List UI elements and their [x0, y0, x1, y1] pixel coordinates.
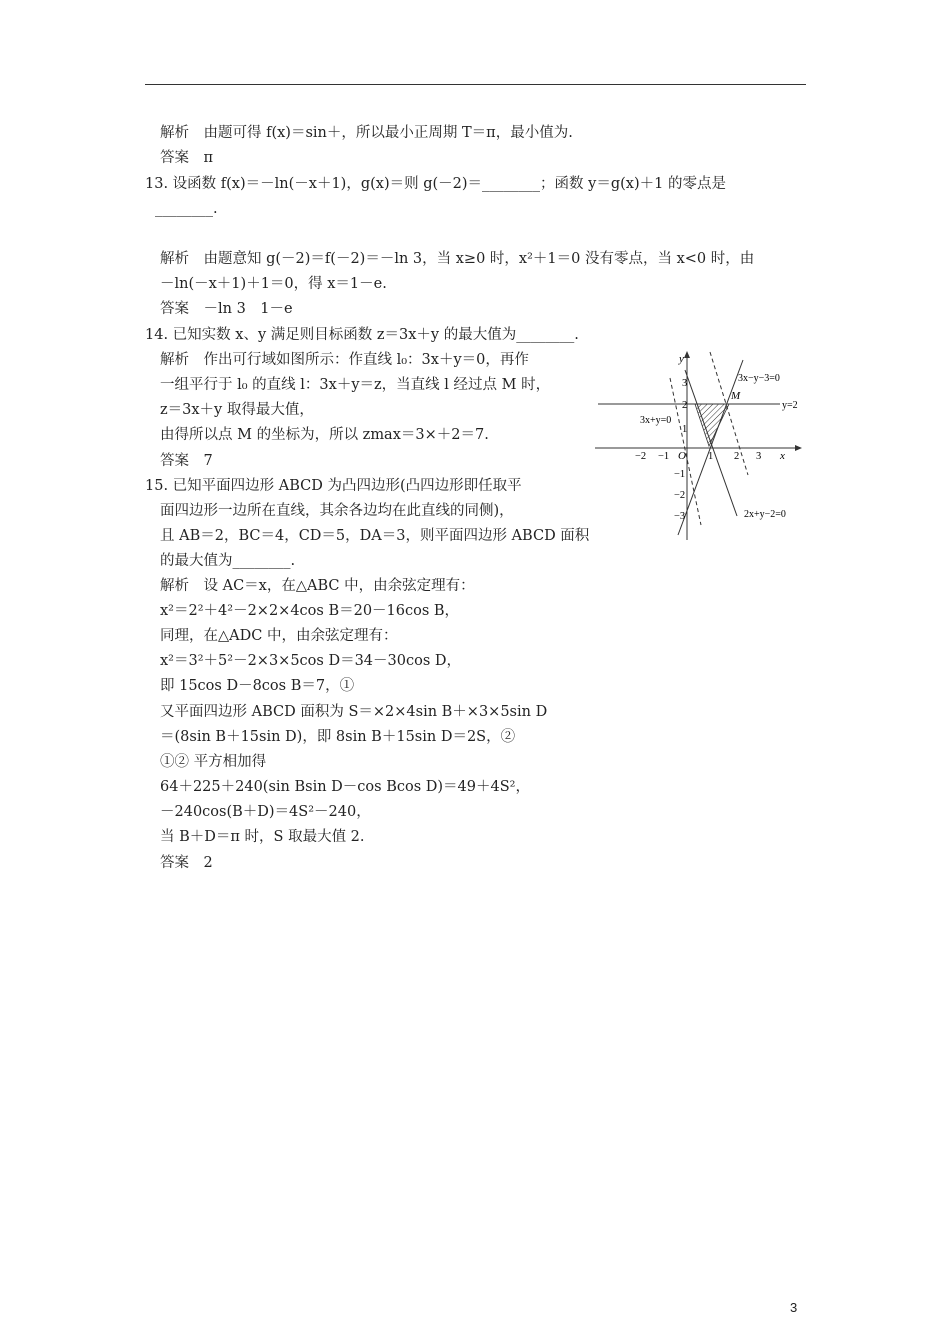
text-line: ________. — [155, 201, 218, 217]
text-line: 当 B＋D＝π 时，S 取最大值 2. — [160, 829, 365, 845]
y-tick: −1 — [674, 469, 686, 480]
text-line: z＝3x＋y 取得最大值， — [160, 402, 314, 418]
x-tick: 1 — [708, 451, 714, 462]
question-15: 15. 已知平面四边形 ABCD 为凸四边形(凸四边形即任取平 — [145, 478, 522, 494]
text-line: 的最大值为________. — [160, 553, 296, 569]
text-line: 且 AB＝2，BC＝4，CD＝5，DA＝3，则平面四边形 ABCD 面积 — [160, 528, 590, 544]
text-line: 答案 2 — [160, 855, 213, 871]
text-line: x²＝3²＋5²－2×3×5cos D＝34－30cos D， — [160, 653, 461, 669]
x-axis-arrow — [795, 445, 802, 451]
text-line: 答案 －ln 3 1－e — [160, 301, 293, 317]
axis-x-label: x — [780, 450, 785, 462]
line-label: 3x−y−3=0 — [738, 373, 780, 384]
page-number: 3 — [790, 1300, 798, 1315]
line-label: 2x+y−2=0 — [744, 509, 786, 520]
line-label: 3x+y=0 — [640, 415, 672, 426]
text-line: 由得所以点 M 的坐标为，所以 zmax＝3×＋2＝7. — [160, 427, 489, 443]
line-label: y=2 — [782, 400, 798, 411]
y-tick: 2 — [682, 400, 688, 411]
text-line: 解析 设 AC＝x，在△ABC 中，由余弦定理有： — [160, 578, 475, 594]
y-tick: 3 — [682, 378, 688, 389]
text-line: 即 15cos D－8cos B＝7，① — [160, 678, 355, 694]
axis-y-label: y — [679, 353, 684, 365]
question-14: 14. 已知实数 x、y 满足则目标函数 z＝3x＋y 的最大值为________. — [145, 327, 579, 343]
text-line: ①② 平方相加得 — [160, 754, 267, 770]
text-line: －ln(－x＋1)＋1＝0，得 x＝1－e. — [160, 276, 387, 292]
text-line: 答案 π — [160, 150, 214, 166]
text-line: 又平面四边形 ABCD 面积为 S＝×2×4sin B＋×3×5sin D — [160, 704, 548, 720]
text-line: 面四边形一边所在直线，其余各边均在此直线的同侧)， — [160, 503, 514, 519]
x-tick: 3 — [756, 451, 762, 462]
header-rule — [145, 84, 806, 85]
y-tick: −3 — [674, 511, 686, 522]
text-line: 解析 由题意知 g(－2)＝f(－2)＝－ln 3，当 x≥0 时，x²＋1＝0 没有零点，当 x<0 时，由 — [160, 251, 755, 267]
y-tick: 1 — [682, 424, 688, 435]
question-13: 13. 设函数 f(x)＝－ln(－x＋1)，g(x)＝则 g(－2)＝________；函数 y＝g(x)＋1 的零点是 — [145, 176, 726, 192]
text-line: 解析 由题可得 f(x)＝sin＋，所以最小正周期 T＝π，最小值为. — [160, 125, 573, 141]
point-m-label: M — [731, 390, 741, 402]
text-line: 解析 作出可行域如图所示：作直线 l₀：3x＋y＝0，再作 — [160, 352, 529, 368]
text-line: 同理，在△ADC 中，由余弦定理有： — [160, 628, 398, 644]
text-line: 一组平行于 l₀ 的直线 l：3x＋y＝z，当直线 l 经过点 M 时， — [160, 377, 551, 393]
text-line: x²＝2²＋4²－2×2×4cos B＝20－16cos B， — [160, 603, 460, 619]
text-line: ＝(8sin B＋15sin D)，即 8sin B＋15sin D＝2S，② — [160, 729, 516, 745]
x-tick: 2 — [734, 451, 740, 462]
y-tick: −2 — [674, 490, 686, 501]
origin-label: O — [678, 450, 686, 462]
text-line: 答案 7 — [160, 453, 213, 469]
x-tick: −2 — [635, 451, 647, 462]
x-tick: −1 — [658, 451, 670, 462]
feasible-region-figure — [590, 340, 805, 545]
text-line: －240cos(B＋D)＝4S²－240， — [160, 804, 371, 820]
y-axis-arrow — [684, 351, 690, 358]
text-line: 64＋225＋240(sin Bsin D－cos Bcos D)＝49＋4S²， — [160, 779, 530, 795]
